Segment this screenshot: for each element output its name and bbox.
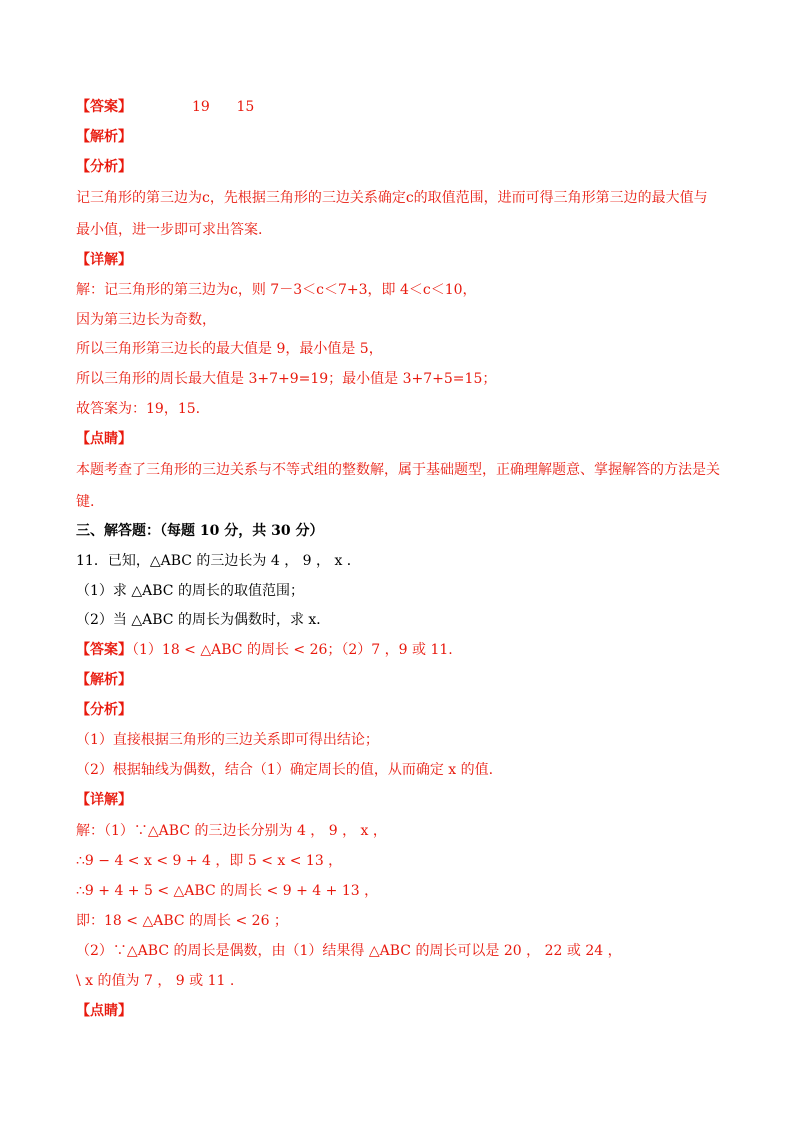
detail-text-line: \ x 的值为 7 ， 9 或 11 .: [76, 973, 235, 989]
detail-text-line: 故答案为：19，15.: [76, 401, 201, 417]
dianjing-tag: 【点睛】: [76, 1003, 132, 1019]
detail-text-line: 即：18 < △ABC 的周长 < 26 ；: [76, 913, 288, 929]
dianjing-tag: 【点睛】: [76, 431, 132, 447]
detail-text-line: 因为第三边长为奇数，: [76, 312, 216, 328]
detail-text-line: 解：记三角形的第三边为c，则 7－3＜c＜7+3，即 4＜c＜10，: [76, 282, 477, 298]
question-part-2: （2）当 △ABC 的周长为偶数时，求 x．: [76, 612, 331, 628]
detail-text-line: （2）∵△ABC 的周长是偶数，由（1）结果得 △ABC 的周长可以是 20 ， 22 或 24 ，: [76, 943, 622, 959]
analysis-tag: 【解析】: [76, 129, 132, 145]
answer-text: 19 15: [192, 99, 255, 115]
question-part-1: （1）求 △ABC 的周长的取值范围；: [76, 583, 304, 599]
fenxi-tag: 【分析】: [76, 159, 132, 175]
detail-text-line: 所以三角形的周长最大值是 3+7+9=19；最小值是 3+7+5=15；: [76, 371, 497, 387]
answer-tag: 【答案】: [76, 99, 132, 115]
section-title: 三、解答题：（每题 10 分，共 30 分）: [76, 523, 324, 539]
dianjing-text-line: 本题考查了三角形的三边关系与不等式组的整数解，属于基础题型，正确理解题意、掌握解答的方法是关: [76, 462, 720, 478]
fenxi-text-line: 最小值，进一步即可求出答案.: [76, 222, 263, 238]
answer-line-1: [76, 98, 724, 116]
fenxi-tag: 【分析】: [76, 702, 132, 718]
answer-text: （1）18 < △ABC 的周长 < 26；（2）7 ，9 或 11.: [132, 642, 453, 658]
answer-line-2: [76, 641, 724, 659]
question-stem: 11．已知，△ABC 的三边长为 4 ， 9 ， x ．: [76, 553, 361, 569]
detail-text-line: 所以三角形第三边长的最大值是 9，最小值是 5，: [76, 341, 383, 357]
detail-text-line: ∴9 − 4 < x < 9 + 4 ，即 5 < x < 13 ，: [76, 853, 343, 869]
detail-text-line: ∴9 + 4 + 5 < △ABC 的周长 < 9 + 4 + 13 ，: [76, 883, 379, 899]
detail-text-line: 解：（1）∵△ABC 的三边长分别为 4 ， 9 ， x ，: [76, 823, 387, 839]
detail-tag: 【详解】: [76, 792, 132, 808]
detail-tag: 【详解】: [76, 252, 132, 268]
fenxi-text-line: （1）直接根据三角形的三边关系即可得出结论；: [76, 732, 379, 748]
fenxi-text-line: （2）根据轴线为偶数，结合（1）确定周长的值，从而确定 x 的值.: [76, 762, 494, 778]
fenxi-text-line: 记三角形的第三边为c，先根据三角形的三边关系确定c的取值范围，进而可得三角形第三边的最大值与: [76, 190, 708, 206]
dianjing-text-line: 键.: [76, 494, 95, 510]
answer-tag: 【答案】: [76, 642, 132, 658]
analysis-tag: 【解析】: [76, 672, 132, 688]
